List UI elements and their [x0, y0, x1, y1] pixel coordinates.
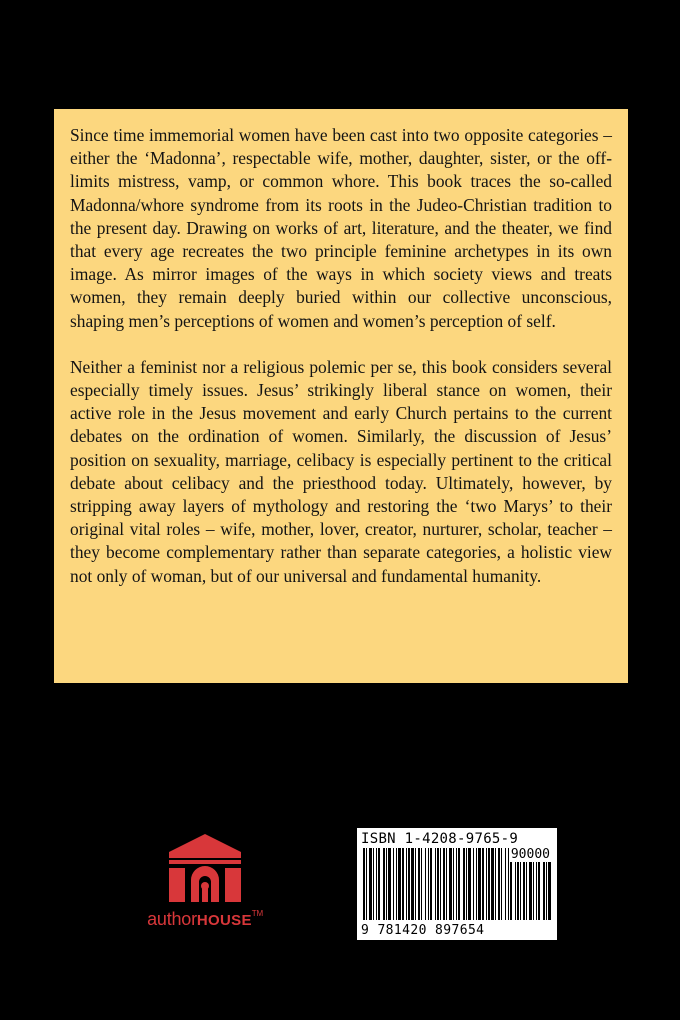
blurb-paragraph-1: Since time immemorial women have been cast into two opposite categories – either the ‘Madonna’, respectable wife, mother, daughter, sister, or the off-limits mistress, vamp, or common whore. This book traces the so-called Madonna/whore syndrome from its roots in the Judeo-Christian tradition to the present day. Drawing on works of art, literature, and the theater, we find that every age recreates the two principle feminine archetypes in its own image. As mirror images of the ways in which society views and treats women, they remain deeply buried within our collective unconscious, shaping men’s perceptions of women and women’s perception of self.: [70, 125, 612, 331]
house-arch-icon: [165, 832, 245, 902]
isbn-barcode: [357, 828, 557, 940]
back-cover-blurb: [54, 109, 628, 683]
publisher-name-house: HOUSE: [196, 912, 252, 929]
publisher-logo: [130, 832, 280, 942]
publisher-name: [130, 909, 280, 930]
publisher-name-author: author: [147, 909, 197, 929]
isbn-text: ISBN 1-4208-9765-9: [361, 831, 519, 847]
trademark-symbol: TM: [251, 909, 263, 918]
blurb-paragraph-2: Neither a feminist nor a religious polemic per se, this book considers several especially timely issues. Jesus’ strikingly liberal stance on women, their active role in the Jesus movement and early Church pertains to the current debates on the ordination of women. Similarly, the discussion of Jesus’ position on sexuality, marriage, celibacy is especially pertinent to the critical debate about celibacy and the priesthood today. Ultimately, however, by stripping away layers of mythology and restoring the ‘two Marys’ to their original vital roles – wife, mother, lover, creator, nurturer, scholar, teacher – they become complementary rather than separate categories, a holistic view not only of woman, but of our universal and fundamental humanity.: [70, 356, 612, 586]
price-code: 90000: [510, 847, 550, 862]
ean-digits: 9 781420 897654: [361, 923, 485, 938]
